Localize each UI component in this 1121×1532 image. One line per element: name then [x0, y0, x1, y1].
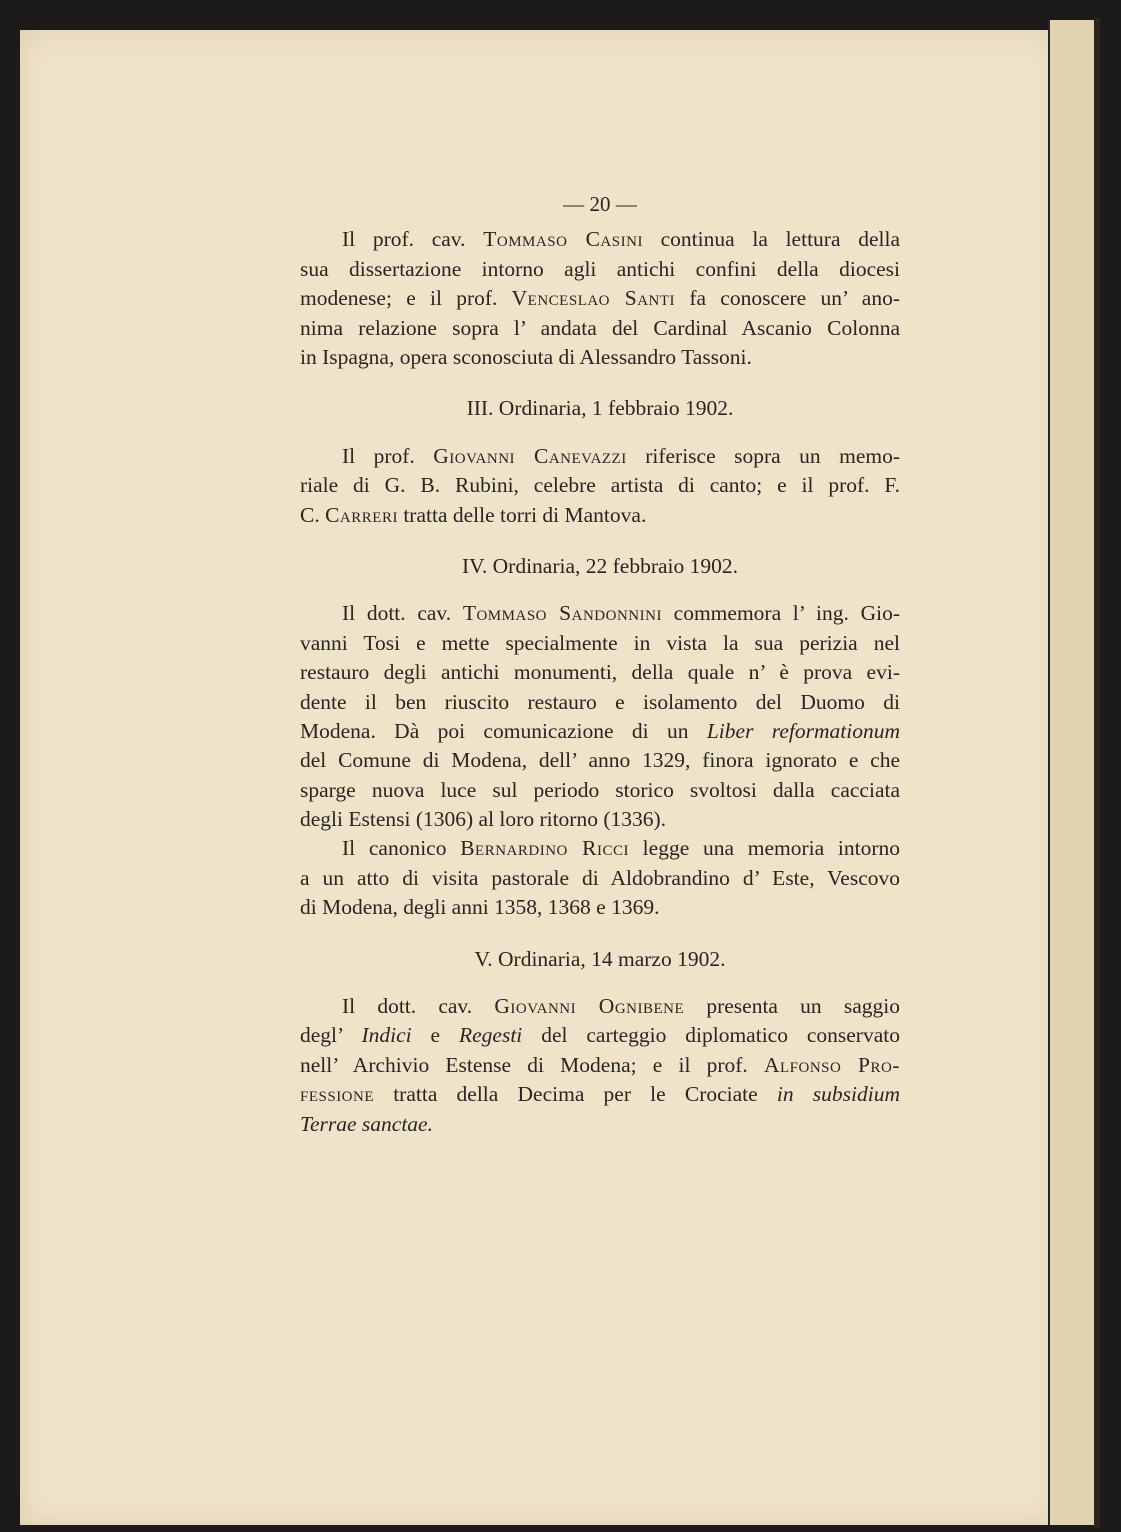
session-heading-iii: III. Ordinaria, 1 febbraio 1902.: [466, 396, 734, 421]
paragraph-4: Il canonico Bernardino Ricci legge una memoria intorno a un atto di visita pastorale di Aldobrandino d’ Este, Vescovo di Modena, degli anni 1358, 1368 e 1369.: [300, 836, 900, 920]
paragraph-5: Il dott. cav. Giovanni Ognibene presenta un saggio degl’ Indici e Regesti del carteggio diplomatico conservato nell’ Archivio Estense di Modena; e il prof. Alfonso Pro- fessione tratta della Decima per le Crociate in subsidium Terrae sanctae.: [300, 994, 901, 1136]
page-number: — 20 —: [563, 192, 637, 216]
paragraph-1: Il prof. cav. Tommaso Casini continua la lettura della sua dissertazione intorno agli antichi confini della diocesi modenese; e il prof. Venceslao Santi fa conoscere un’ ano- nima relazione sopra l’ andata del Cardinal Ascanio Colonna in Ispagna, opera sconosciuta di Alessandro Tassoni.: [300, 227, 900, 369]
adjacent-page-edge: [1048, 20, 1100, 1525]
page-text: [300, 190, 900, 1139]
binding-edge: [1094, 18, 1100, 1528]
paragraph-2: Il prof. Giovanni Canevazzi riferisce sopra un memo- riale di G. B. Rubini, celebre artista di canto; e il prof. F. C. Carreri tratta delle torri di Mantova.: [300, 443, 901, 527]
session-heading-v: V. Ordinaria, 14 marzo 1902.: [474, 946, 726, 971]
paragraph-3: Il dott. cav. Tommaso Sandonnini commemora l’ ing. Gio- vanni Tosi e mette specialmente in vista la sua perizia nel restauro degli antichi monumenti, della quale n’ è prova evi- dente il ben riuscito restauro e isolamento del Duomo di Modena. Dà poi comunicazione di un Liber reformationum del Comune di Modena, dell’ anno 1329, finora ignorato e che sparge nuova luce sul periodo storico svoltosi dalla cacciata degli Estensi (1306) al loro ritorno (1336).: [300, 601, 900, 832]
session-heading-iv: IV. Ordinaria, 22 febbraio 1902.: [461, 553, 739, 578]
